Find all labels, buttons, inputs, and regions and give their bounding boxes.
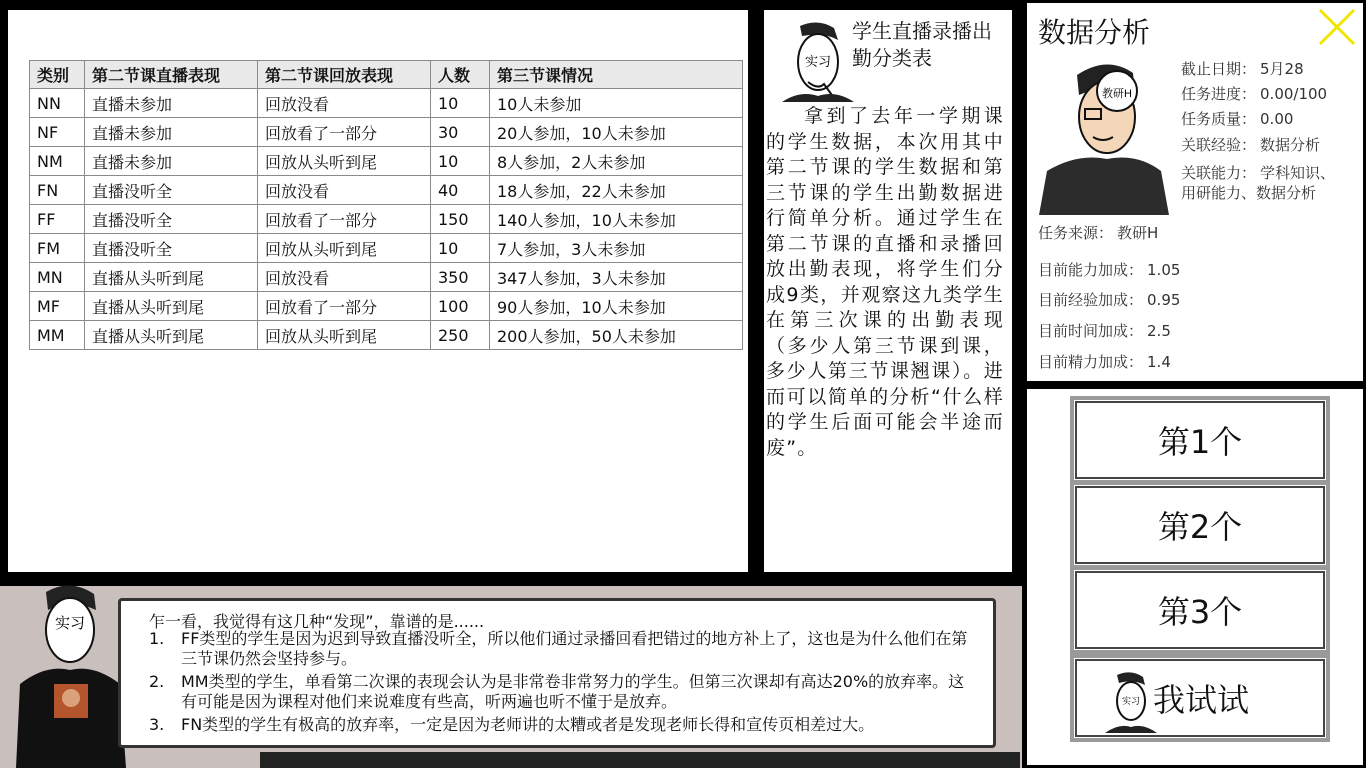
table-cell: 回放没看 bbox=[258, 263, 431, 292]
table-row bbox=[30, 234, 743, 263]
table-cell: 直播没听全 bbox=[85, 234, 258, 263]
progress-row bbox=[1181, 83, 1327, 104]
exp-label: 关联经验： bbox=[1181, 136, 1257, 154]
table-cell: 30 bbox=[431, 118, 490, 147]
intern-avatar-small bbox=[1103, 669, 1159, 733]
energy-bonus-row bbox=[1038, 351, 1171, 372]
option-text: FN类型的学生有极高的放弃率，一定是因为老师讲的太糟或者是发现老师长得和宣传页相差过大。 bbox=[181, 715, 875, 734]
dialogue-box bbox=[118, 598, 996, 748]
source-value: 教研H bbox=[1117, 224, 1159, 242]
table-cell: 40 bbox=[431, 176, 490, 205]
table-cell: 回放没看 bbox=[258, 89, 431, 118]
quality-label: 任务质量： bbox=[1181, 110, 1257, 128]
energy-bonus-value: 1.4 bbox=[1147, 353, 1171, 371]
ability-bonus-label: 目前能力加成： bbox=[1038, 261, 1144, 279]
table-cell: 10 bbox=[431, 147, 490, 176]
table-cell: 直播没听全 bbox=[85, 205, 258, 234]
exp-bonus-row bbox=[1038, 289, 1180, 310]
exp-value: 数据分析 bbox=[1260, 136, 1321, 154]
table-cell: 回放从头听到尾 bbox=[258, 147, 431, 176]
table-cell: 回放看了一部分 bbox=[258, 118, 431, 147]
dialogue-options-list bbox=[149, 629, 969, 738]
table-cell: 直播从头听到尾 bbox=[85, 292, 258, 321]
table-cell: 10 bbox=[431, 89, 490, 118]
quality-row bbox=[1181, 108, 1293, 129]
deadline-row bbox=[1181, 58, 1304, 79]
choice-button-3[interactable]: 第3个 bbox=[1075, 571, 1325, 649]
table-row bbox=[30, 147, 743, 176]
time-bonus-row bbox=[1038, 320, 1171, 341]
table-cell: NF bbox=[30, 118, 85, 147]
col-header-replay: 第二节课回放表现 bbox=[258, 61, 431, 89]
choice-button-try-myself[interactable] bbox=[1075, 659, 1325, 737]
choice-button-2[interactable]: 第2个 bbox=[1075, 486, 1325, 564]
table-cell: MM bbox=[30, 321, 85, 350]
quality-value: 0.00 bbox=[1260, 110, 1294, 128]
choice-panel bbox=[1027, 389, 1363, 765]
table-cell: 150 bbox=[431, 205, 490, 234]
table-row bbox=[30, 292, 743, 321]
table-row bbox=[30, 205, 743, 234]
table-cell: 回放看了一部分 bbox=[258, 205, 431, 234]
table-cell: 10 bbox=[431, 234, 490, 263]
exp-row bbox=[1181, 134, 1320, 155]
progress-value: 0.00/100 bbox=[1260, 85, 1328, 103]
table-cell: 7人参加，3人未参加 bbox=[490, 234, 743, 263]
exp-bonus-label: 目前经验加成： bbox=[1038, 291, 1144, 309]
col-header-count: 人数 bbox=[431, 61, 490, 89]
table-cell: FN bbox=[30, 176, 85, 205]
table-cell: 回放从头听到尾 bbox=[258, 321, 431, 350]
dialogue-option-2 bbox=[149, 672, 969, 712]
table-row bbox=[30, 118, 743, 147]
intro-description: 拿到了去年一学期课的学生数据，本次用其中第二节课的学生数据和第三节课的学生出勤数据进行简单分析。通过学生在第二节课的直播和录播回放出勤表现，将学生们分成9类，并观察这九类学生在第三次课的出勤表现（多少人第三节课到课，多少人第三节课翘课）。进而可以简单的分析“什么样的学生后面可能会半途而废”。 bbox=[766, 105, 1004, 459]
col-header-category: 类别 bbox=[30, 61, 85, 89]
avatar-mask-text: 实习 bbox=[804, 54, 832, 69]
table-cell: 回放看了一部分 bbox=[258, 292, 431, 321]
table-cell: 347人参加，3人未参加 bbox=[490, 263, 743, 292]
deadline-value: 5月28 bbox=[1260, 60, 1304, 78]
task-info-panel bbox=[1027, 3, 1363, 381]
exp-bonus-value: 0.95 bbox=[1147, 291, 1181, 309]
character-mask-text: 实习 bbox=[54, 615, 86, 632]
dialogue-intro: 乍一看，我觉得有这几种“发现”，靠谱的是...... bbox=[149, 612, 485, 631]
mentor-mask-text: 教研H bbox=[1102, 88, 1132, 100]
ability-bonus-row bbox=[1038, 259, 1180, 280]
table-cell: 10人未参加 bbox=[490, 89, 743, 118]
table-cell: 回放从头听到尾 bbox=[258, 234, 431, 263]
table-row bbox=[30, 263, 743, 292]
ability-value: 学科知识、 bbox=[1260, 164, 1336, 182]
attendance-table bbox=[29, 60, 743, 350]
small-avatar-mask-text: 实习 bbox=[1121, 696, 1141, 706]
dialogue-option-3 bbox=[149, 715, 969, 735]
table-cell: NN bbox=[30, 89, 85, 118]
mentor-avatar bbox=[1037, 55, 1171, 215]
dialogue-option-1 bbox=[149, 629, 969, 669]
ability-bonus-value: 1.05 bbox=[1147, 261, 1181, 279]
table-cell: 250 bbox=[431, 321, 490, 350]
table-row bbox=[30, 89, 743, 118]
table-cell: 90人参加，10人未参加 bbox=[490, 292, 743, 321]
time-bonus-label: 目前时间加成： bbox=[1038, 322, 1144, 340]
table-cell: 18人参加，22人未参加 bbox=[490, 176, 743, 205]
table-cell: 350 bbox=[431, 263, 490, 292]
option-text: FF类型的学生是因为迟到导致直播没听全，所以他们通过录播回看把错过的地方补上了，这也是为什么他们在第三节课仍然会坚持参与。 bbox=[181, 629, 968, 668]
task-title: 数据分析 bbox=[1038, 16, 1151, 49]
intern-character bbox=[6, 580, 136, 768]
option-number: 1. bbox=[149, 629, 165, 648]
data-table-panel bbox=[8, 10, 748, 572]
try-myself-label: 我试试 bbox=[1153, 681, 1250, 719]
option-number: 3. bbox=[149, 715, 165, 734]
intern-avatar bbox=[778, 18, 858, 102]
table-row bbox=[30, 176, 743, 205]
ability-row-continued: 用研能力、数据分析 bbox=[1181, 184, 1317, 202]
time-bonus-value: 2.5 bbox=[1147, 322, 1171, 340]
table-cell: MN bbox=[30, 263, 85, 292]
table-cell: 直播没听全 bbox=[85, 176, 258, 205]
table-row bbox=[30, 321, 743, 350]
table-cell: 200人参加，50人未参加 bbox=[490, 321, 743, 350]
table-cell: 回放没看 bbox=[258, 176, 431, 205]
intro-panel bbox=[764, 10, 1012, 572]
table-cell: 直播未参加 bbox=[85, 147, 258, 176]
table-cell: NM bbox=[30, 147, 85, 176]
table-cell: 直播从头听到尾 bbox=[85, 321, 258, 350]
table-cell: FF bbox=[30, 205, 85, 234]
table-cell: 直播未参加 bbox=[85, 89, 258, 118]
progress-label: 任务进度： bbox=[1181, 85, 1257, 103]
close-icon[interactable] bbox=[1317, 7, 1357, 47]
table-cell: 20人参加，10人未参加 bbox=[490, 118, 743, 147]
col-header-live: 第二节课直播表现 bbox=[85, 61, 258, 89]
table-cell: 8人参加，2人未参加 bbox=[490, 147, 743, 176]
intro-title: 学生直播录播出勤分类表 bbox=[852, 19, 992, 70]
option-number: 2. bbox=[149, 672, 165, 691]
desk-edge bbox=[260, 752, 1020, 768]
choice-button-1[interactable]: 第1个 bbox=[1075, 401, 1325, 479]
ability-label: 关联能力： bbox=[1181, 164, 1257, 182]
col-header-third: 第三节课情况 bbox=[490, 61, 743, 89]
source-label: 任务来源： bbox=[1038, 224, 1114, 242]
table-cell: 直播未参加 bbox=[85, 118, 258, 147]
source-row bbox=[1038, 222, 1158, 243]
table-cell: MF bbox=[30, 292, 85, 321]
table-cell: 直播从头听到尾 bbox=[85, 263, 258, 292]
ability-row bbox=[1181, 162, 1335, 183]
table-header-row bbox=[30, 61, 743, 89]
deadline-label: 截止日期： bbox=[1181, 60, 1257, 78]
table-cell: FM bbox=[30, 234, 85, 263]
table-cell: 100 bbox=[431, 292, 490, 321]
table-cell: 140人参加，10人未参加 bbox=[490, 205, 743, 234]
option-text: MM类型的学生，单看第二次课的表现会认为是非常卷非常努力的学生。但第三次课却有高达20%的放弃率。这有可能是因为课程对他们来说难度有些高，听两遍也听不懂于是放弃。 bbox=[181, 672, 965, 711]
energy-bonus-label: 目前精力加成： bbox=[1038, 353, 1144, 371]
